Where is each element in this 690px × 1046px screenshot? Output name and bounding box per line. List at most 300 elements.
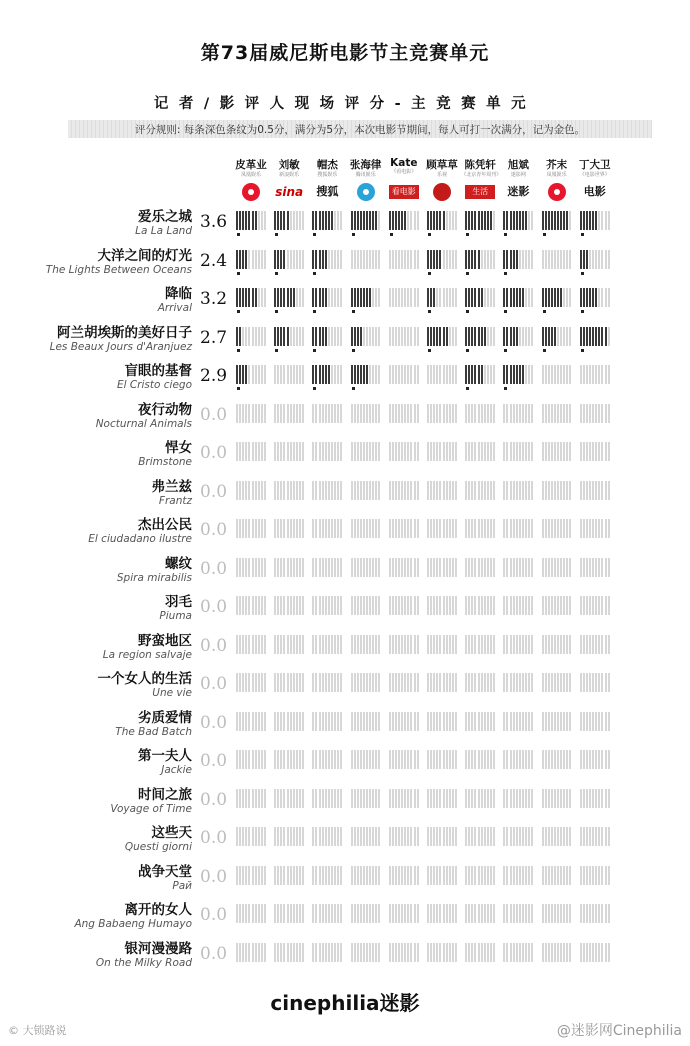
rating-tick <box>449 673 451 692</box>
rating-cell <box>389 712 420 731</box>
rating-tick <box>401 442 403 461</box>
rating-tick <box>334 327 336 346</box>
rating-tick <box>290 750 292 769</box>
rating-tick <box>369 673 371 692</box>
rating-tick <box>598 712 600 731</box>
rating-tick <box>392 558 394 577</box>
rating-tick <box>551 904 553 923</box>
critic-header <box>232 157 270 179</box>
rating-tick <box>369 904 371 923</box>
rating-tick <box>548 635 550 654</box>
rating-tick <box>340 558 342 577</box>
rating-tick <box>542 750 544 769</box>
rating-tick <box>566 789 568 808</box>
rating-tick <box>354 943 356 962</box>
rating-tick <box>430 288 432 307</box>
rating-tick <box>239 827 241 846</box>
rating-tick <box>484 943 486 962</box>
film-title-zh: 一个女人的生活 <box>97 671 192 687</box>
rating-tick <box>299 827 301 846</box>
rating-tick <box>478 250 480 269</box>
rating-tick <box>274 481 276 500</box>
rating-tick <box>319 442 321 461</box>
rating-tick <box>449 250 451 269</box>
rating-tick <box>436 596 438 615</box>
rating-tick <box>516 404 518 423</box>
rating-tick <box>592 404 594 423</box>
film-title-en: Une vie <box>152 687 192 699</box>
rating-tick <box>551 519 553 538</box>
rating-tick <box>551 596 553 615</box>
rating-tick <box>478 211 480 230</box>
rating-tick <box>484 712 486 731</box>
rating-tick <box>446 519 448 538</box>
rating-cell <box>312 635 343 654</box>
rating-cell <box>236 789 267 808</box>
rating-tick <box>337 596 339 615</box>
rating-tick <box>264 866 266 885</box>
rating-tick <box>404 442 406 461</box>
rating-tick <box>430 673 432 692</box>
rating-tick <box>455 442 457 461</box>
rating-tick <box>378 327 380 346</box>
rating-tick <box>586 404 588 423</box>
rating-tick <box>601 365 603 384</box>
rating-tick <box>293 866 295 885</box>
rating-tick <box>293 750 295 769</box>
rating-tick <box>261 904 263 923</box>
rating-cell <box>465 519 496 538</box>
rating-tick <box>410 250 412 269</box>
rating-tick <box>481 519 483 538</box>
rating-tick <box>280 827 282 846</box>
rating-tick <box>351 365 353 384</box>
rating-tick <box>525 327 527 346</box>
rating-tick <box>569 519 571 538</box>
rating-tick <box>312 596 314 615</box>
rating-tick <box>542 442 544 461</box>
rating-tick <box>334 866 336 885</box>
rating-tick <box>331 288 333 307</box>
rating-tick <box>245 365 247 384</box>
rating-cell <box>389 404 420 423</box>
rating-tick <box>258 943 260 962</box>
rating-tick <box>245 519 247 538</box>
rating-tick <box>522 404 524 423</box>
rating-tick <box>525 211 527 230</box>
rating-tick <box>366 827 368 846</box>
rating-tick <box>258 519 260 538</box>
rating-tick <box>337 673 339 692</box>
rating-tick <box>283 673 285 692</box>
rating-tick <box>242 288 244 307</box>
rating-tick <box>490 250 492 269</box>
rating-tick <box>487 442 489 461</box>
rating-tick <box>586 712 588 731</box>
rating-tick <box>357 866 359 885</box>
rating-tick <box>283 827 285 846</box>
rating-tick <box>513 943 515 962</box>
rating-cell <box>427 519 458 538</box>
rating-tick <box>551 712 553 731</box>
outlet-logo <box>234 183 268 201</box>
rating-cell <box>236 365 267 384</box>
rating-tick <box>378 596 380 615</box>
rating-tick <box>542 519 544 538</box>
rating-tick <box>287 789 289 808</box>
rating-cell <box>427 827 458 846</box>
rating-tick <box>354 635 356 654</box>
rating-tick <box>392 250 394 269</box>
rating-tick <box>531 250 533 269</box>
rating-tick <box>337 365 339 384</box>
critic-affiliation: 新浪娱乐 <box>279 172 300 178</box>
rated-marker <box>313 272 316 275</box>
rating-tick <box>277 789 279 808</box>
rating-tick <box>239 404 241 423</box>
rating-tick <box>478 519 480 538</box>
rating-tick <box>525 750 527 769</box>
rating-tick <box>465 866 467 885</box>
rating-tick <box>551 404 553 423</box>
rating-tick <box>605 827 607 846</box>
rating-tick <box>560 365 562 384</box>
rating-tick <box>595 519 597 538</box>
rating-cell <box>503 635 534 654</box>
rating-cell <box>542 635 573 654</box>
rating-cell <box>351 558 382 577</box>
rating-tick <box>372 904 374 923</box>
rating-tick <box>360 558 362 577</box>
rating-tick <box>465 288 467 307</box>
rating-tick <box>322 250 324 269</box>
rating-tick <box>548 712 550 731</box>
rating-tick <box>392 288 394 307</box>
rating-tick <box>560 250 562 269</box>
rating-tick <box>372 943 374 962</box>
rating-tick <box>446 635 448 654</box>
rating-tick <box>605 519 607 538</box>
rating-tick <box>337 789 339 808</box>
rating-tick <box>337 712 339 731</box>
rating-tick <box>474 211 476 230</box>
rating-tick <box>312 827 314 846</box>
rating-tick <box>328 866 330 885</box>
rating-tick <box>283 904 285 923</box>
rating-tick <box>325 481 327 500</box>
film-title <box>0 787 192 816</box>
rating-cell <box>580 866 611 885</box>
rating-tick <box>436 481 438 500</box>
rating-cell <box>389 673 420 692</box>
rating-tick <box>354 481 356 500</box>
rating-tick <box>296 250 298 269</box>
rating-tick <box>586 596 588 615</box>
rating-tick <box>389 943 391 962</box>
rating-tick <box>242 442 244 461</box>
rating-tick <box>589 327 591 346</box>
rating-tick <box>580 943 582 962</box>
rating-tick <box>325 519 327 538</box>
rating-tick <box>506 404 508 423</box>
rating-tick <box>404 519 406 538</box>
rating-tick <box>239 712 241 731</box>
rating-cell <box>503 481 534 500</box>
average-score: 3.6 <box>200 212 228 232</box>
rating-tick <box>293 596 295 615</box>
rating-tick <box>417 596 419 615</box>
rating-cell <box>503 250 534 269</box>
rating-tick <box>398 558 400 577</box>
rating-cell <box>503 827 534 846</box>
rating-tick <box>283 635 285 654</box>
rating-tick <box>331 442 333 461</box>
rating-tick <box>455 288 457 307</box>
rating-tick <box>436 365 438 384</box>
rating-tick <box>360 250 362 269</box>
rating-tick <box>589 635 591 654</box>
rating-tick <box>545 827 547 846</box>
rating-cell <box>312 250 343 269</box>
rating-tick <box>487 943 489 962</box>
rating-tick <box>563 750 565 769</box>
rating-tick <box>601 750 603 769</box>
rating-tick <box>239 904 241 923</box>
rating-tick <box>601 558 603 577</box>
rating-tick <box>580 596 582 615</box>
rating-tick <box>331 596 333 615</box>
rating-tick <box>490 789 492 808</box>
rating-tick <box>490 442 492 461</box>
rating-tick <box>560 712 562 731</box>
rating-tick <box>560 404 562 423</box>
rating-tick <box>554 789 556 808</box>
rating-tick <box>261 712 263 731</box>
rating-tick <box>519 943 521 962</box>
rating-tick <box>569 558 571 577</box>
rating-tick <box>290 288 292 307</box>
rating-tick <box>542 789 544 808</box>
rating-tick <box>331 250 333 269</box>
rating-tick <box>236 404 238 423</box>
average-score: 0.0 <box>200 558 228 579</box>
rating-tick <box>404 827 406 846</box>
rating-tick <box>474 827 476 846</box>
rating-tick <box>378 635 380 654</box>
rating-tick <box>471 481 473 500</box>
rating-tick <box>378 404 380 423</box>
rating-tick <box>280 327 282 346</box>
rated-marker <box>275 349 278 352</box>
rating-tick <box>487 211 489 230</box>
rating-tick <box>398 288 400 307</box>
rating-tick <box>369 365 371 384</box>
rating-tick <box>360 481 362 500</box>
rating-tick <box>478 596 480 615</box>
rating-tick <box>366 327 368 346</box>
rating-tick <box>455 943 457 962</box>
rating-tick <box>513 211 515 230</box>
rating-tick <box>331 519 333 538</box>
rating-tick <box>351 904 353 923</box>
rating-tick <box>248 558 250 577</box>
rating-tick <box>542 327 544 346</box>
rating-tick <box>487 250 489 269</box>
rating-tick <box>478 404 480 423</box>
rating-tick <box>274 250 276 269</box>
rated-marker <box>466 310 469 313</box>
rating-tick <box>258 327 260 346</box>
rating-cell <box>580 211 611 230</box>
rating-tick <box>452 365 454 384</box>
rating-cell <box>503 519 534 538</box>
rating-tick <box>351 750 353 769</box>
rating-cell <box>580 250 611 269</box>
rating-tick <box>248 442 250 461</box>
rating-tick <box>252 673 254 692</box>
rating-tick <box>410 519 412 538</box>
rating-tick <box>525 596 527 615</box>
rating-tick <box>366 789 368 808</box>
rating-tick <box>322 750 324 769</box>
rating-cell <box>389 442 420 461</box>
rated-marker <box>543 349 546 352</box>
rating-tick <box>601 712 603 731</box>
rating-tick <box>427 519 429 538</box>
rating-tick <box>490 866 492 885</box>
rating-tick <box>258 673 260 692</box>
rating-tick <box>274 558 276 577</box>
rating-tick <box>519 904 521 923</box>
rating-tick <box>274 327 276 346</box>
rating-tick <box>522 904 524 923</box>
rating-tick <box>519 481 521 500</box>
rating-tick <box>542 635 544 654</box>
rating-tick <box>436 712 438 731</box>
critic-name: Kate <box>390 157 418 169</box>
rating-tick <box>551 750 553 769</box>
rating-tick <box>554 712 556 731</box>
rating-tick <box>312 635 314 654</box>
rating-tick <box>325 943 327 962</box>
rating-tick <box>417 404 419 423</box>
rating-tick <box>608 404 610 423</box>
critic-affiliation: 《看电影》 <box>391 169 417 175</box>
rating-tick <box>531 211 533 230</box>
rating-cell <box>236 404 267 423</box>
rating-tick <box>248 635 250 654</box>
rating-tick <box>417 250 419 269</box>
rating-cell <box>389 211 420 230</box>
rating-cell <box>312 404 343 423</box>
rating-tick <box>255 789 257 808</box>
rating-tick <box>401 866 403 885</box>
rating-tick <box>592 750 594 769</box>
rating-tick <box>563 365 565 384</box>
rating-tick <box>340 481 342 500</box>
rating-tick <box>340 673 342 692</box>
rating-tick <box>506 481 508 500</box>
rating-tick <box>363 211 365 230</box>
rating-tick <box>258 596 260 615</box>
rating-tick <box>392 442 394 461</box>
rating-cell <box>274 481 305 500</box>
rating-cell <box>465 211 496 230</box>
rating-tick <box>277 404 279 423</box>
rating-tick <box>601 250 603 269</box>
rating-tick <box>264 712 266 731</box>
rating-tick <box>490 943 492 962</box>
rating-tick <box>325 673 327 692</box>
rating-tick <box>261 211 263 230</box>
rating-tick <box>525 404 527 423</box>
rating-tick <box>551 250 553 269</box>
rating-tick <box>519 827 521 846</box>
rating-cell <box>351 519 382 538</box>
rating-tick <box>516 673 518 692</box>
rating-tick <box>455 404 457 423</box>
film-title <box>0 479 192 508</box>
rating-tick <box>548 904 550 923</box>
rating-tick <box>490 673 492 692</box>
rating-tick <box>595 211 597 230</box>
rating-tick <box>245 827 247 846</box>
rating-tick <box>452 442 454 461</box>
rating-tick <box>366 904 368 923</box>
rating-tick <box>525 519 527 538</box>
rating-cell <box>542 558 573 577</box>
rating-tick <box>404 365 406 384</box>
rating-tick <box>510 750 512 769</box>
rating-tick <box>436 827 438 846</box>
rating-tick <box>519 750 521 769</box>
rating-tick <box>302 789 304 808</box>
rating-cell <box>312 789 343 808</box>
rating-tick <box>239 327 241 346</box>
rating-tick <box>375 635 377 654</box>
rating-tick <box>601 519 603 538</box>
rated-marker <box>275 272 278 275</box>
rating-tick <box>528 481 530 500</box>
film-title-en: La La Land <box>135 225 192 237</box>
rating-tick <box>433 250 435 269</box>
rating-cell <box>389 365 420 384</box>
rating-cell <box>274 519 305 538</box>
rating-tick <box>506 866 508 885</box>
rating-tick <box>487 288 489 307</box>
rating-tick <box>242 712 244 731</box>
rating-tick <box>392 481 394 500</box>
rating-tick <box>487 827 489 846</box>
rating-tick <box>446 712 448 731</box>
rating-tick <box>337 250 339 269</box>
rating-tick <box>334 635 336 654</box>
rating-tick <box>255 365 257 384</box>
rating-tick <box>430 827 432 846</box>
rated-marker <box>504 349 507 352</box>
rating-cell <box>351 712 382 731</box>
rating-tick <box>525 288 527 307</box>
rating-tick <box>595 635 597 654</box>
rating-tick <box>510 673 512 692</box>
rating-tick <box>277 442 279 461</box>
rating-tick <box>468 404 470 423</box>
rating-tick <box>354 904 356 923</box>
rating-tick <box>293 288 295 307</box>
rating-tick <box>595 558 597 577</box>
rating-tick <box>334 481 336 500</box>
rating-tick <box>580 365 582 384</box>
